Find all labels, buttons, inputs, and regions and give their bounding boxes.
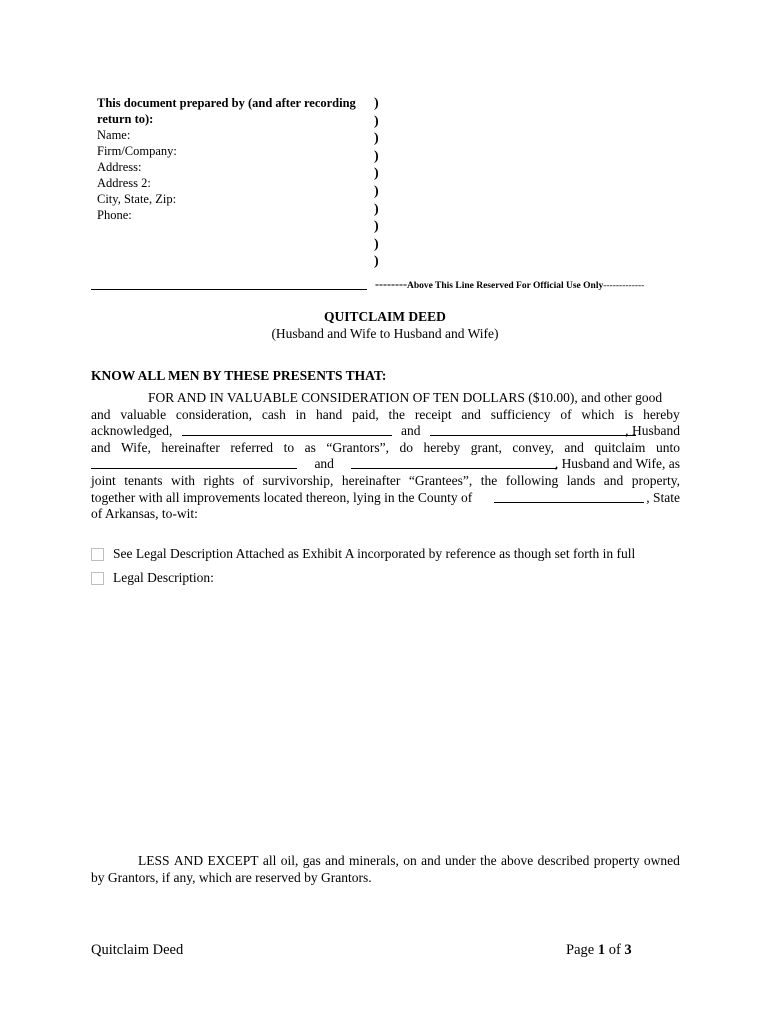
para-line-5 [91,456,680,473]
para-word: hand [316,406,343,422]
para-line-3 [91,423,680,440]
para-line-8 [91,506,680,523]
para-word: consideration, [175,406,252,422]
para-word: in [295,406,307,422]
para-word: grant, [470,439,502,455]
para-word: convey, [512,439,554,455]
para-word: hereby [423,439,461,455]
field-city-state-zip: City, State, Zip: [97,192,177,206]
paren-column [374,95,379,271]
footer-page-current: 1 [597,942,606,958]
para-word: and [325,853,345,868]
para-word: valuable [120,406,167,422]
para-word: owned [643,853,680,868]
para-word: receipt [414,406,452,422]
footer-page-word: Page [566,942,595,958]
para-word: rights [203,472,235,488]
legal-description-option [91,570,214,586]
para-word: cash [261,406,286,422]
paren: ) [374,254,379,270]
para-word: hereinafter [161,439,220,455]
para-word: and [603,472,624,488]
para-word: “Grantors”, [326,439,389,455]
para-word: joint [91,472,116,488]
para-word: is [624,406,634,422]
prepared-by-heading-1: This document prepared by (and after recording [97,96,356,110]
prepared-by-heading-2: return to): [97,112,154,126]
recording-divider-line [91,289,367,290]
field-address-2: Address 2: [97,176,151,190]
paren: ) [374,219,379,235]
grantor-2-blank[interactable] [430,423,636,436]
para-word: hereinafter [341,472,401,488]
para-text: , State [646,489,680,505]
paren: ) [374,113,379,129]
conveyance-paragraph [91,390,680,523]
footer-of-word: of [608,942,621,958]
para-word: the [388,406,406,422]
para-word: on [403,853,417,868]
para-word: unto [655,439,680,455]
field-address: Address: [97,160,142,174]
para-text: FOR AND IN VALUABLE CONSIDERATION OF TEN DOLLARS ($10.00), and other good [148,390,663,405]
paren: ) [374,183,379,199]
para-word: sufficiency [490,406,551,422]
para-text: together with all improvements located thereon, lying in the County of [91,489,473,505]
less-and-except-paragraph [91,852,680,886]
para-word: all [262,853,277,868]
footer-doc-name: Quitclaim Deed [91,942,184,958]
paren: ) [374,131,379,147]
para-word: tenants [124,472,163,488]
para-word: paid, [352,406,379,422]
know-all-men-heading: KNOW ALL MEN BY THESE PRESENTS THAT: [91,368,387,383]
para-word: survivorship, [262,472,334,488]
para-word: do [399,439,413,455]
para-word: and [91,406,111,422]
para-word: and [421,853,441,868]
legal-description-checkbox[interactable] [91,572,104,585]
document-subtitle: (Husband and Wife to Husband and Wife) [271,326,499,341]
less-line-2 [91,869,680,886]
para-word: LESS [138,853,170,868]
para-word: gas [302,853,321,868]
para-word: oil, [280,853,299,868]
para-text: , Husband [625,423,680,439]
para-word: of [560,406,572,422]
para-word: quitclaim [594,439,646,455]
grantee-2-blank[interactable] [351,456,557,469]
para-word: hereby [643,406,680,422]
grantee-1-blank[interactable] [91,456,297,469]
exhibit-label: See Legal Description Attached as Exhibit A incorporated by reference as though set forth in full [113,546,636,561]
paren: ) [374,236,379,252]
field-name: Name: [97,128,131,142]
paren: ) [374,201,379,217]
grantor-1-blank[interactable] [182,423,392,436]
para-word: as [304,439,316,455]
para-text: acknowledged, [91,423,173,439]
para-line-7 [91,490,680,507]
reserved-text: Above This Line Reserved For Official Use Only [406,281,604,291]
para-word: the [480,853,497,868]
para-word: the [480,472,498,488]
para-line-2 [91,407,680,424]
footer-page-total: 3 [624,942,632,958]
para-line-6 [91,473,680,490]
para-word: lands [566,472,596,488]
para-line-1 [91,390,680,407]
prepared-by-block [97,95,367,223]
para-text: and [401,423,421,439]
reserved-lead-dashes: -------- [375,277,407,291]
para-word: and [91,439,111,455]
county-blank[interactable] [494,490,644,503]
para-word: of [242,472,255,488]
para-word: “Grantees”, [408,472,473,488]
less-line-1 [91,852,680,869]
document-title: QUITCLAIM DEED [324,309,446,324]
exhibit-checkbox[interactable] [91,548,104,561]
exhibit-option [91,546,635,562]
para-word: property, [631,472,680,488]
field-firm: Firm/Company: [97,144,177,158]
para-word: property [593,853,640,868]
field-phone: Phone: [97,208,132,222]
para-word: following [505,472,559,488]
para-word: minerals, [349,853,399,868]
paren: ) [374,148,379,164]
para-word: above [501,853,534,868]
para-word: referred [230,439,274,455]
para-word: EXCEPT [207,853,259,868]
para-word: AND [173,853,204,868]
para-word: described [537,853,590,868]
para-word: and [564,439,584,455]
para-text: by Grantors, if any, which are reserved by Grantors. [91,870,372,885]
para-line-4 [91,440,680,457]
para-text: of Arkansas, to-wit: [91,506,198,522]
paren: ) [374,166,379,182]
para-word: under [445,853,476,868]
footer-page-number [566,942,632,959]
reserved-trail-dashes: ------------- [603,281,645,291]
para-text: and [314,456,334,472]
reserved-notice [375,277,644,292]
para-word: which [581,406,615,422]
para-word: with [171,472,196,488]
legal-description-label: Legal Description: [113,570,214,585]
para-word: Wife, [121,439,151,455]
para-word: and [461,406,481,422]
paren: ) [374,96,379,111]
para-word: to [283,439,295,455]
para-text: , Husband and Wife, as [554,456,680,472]
